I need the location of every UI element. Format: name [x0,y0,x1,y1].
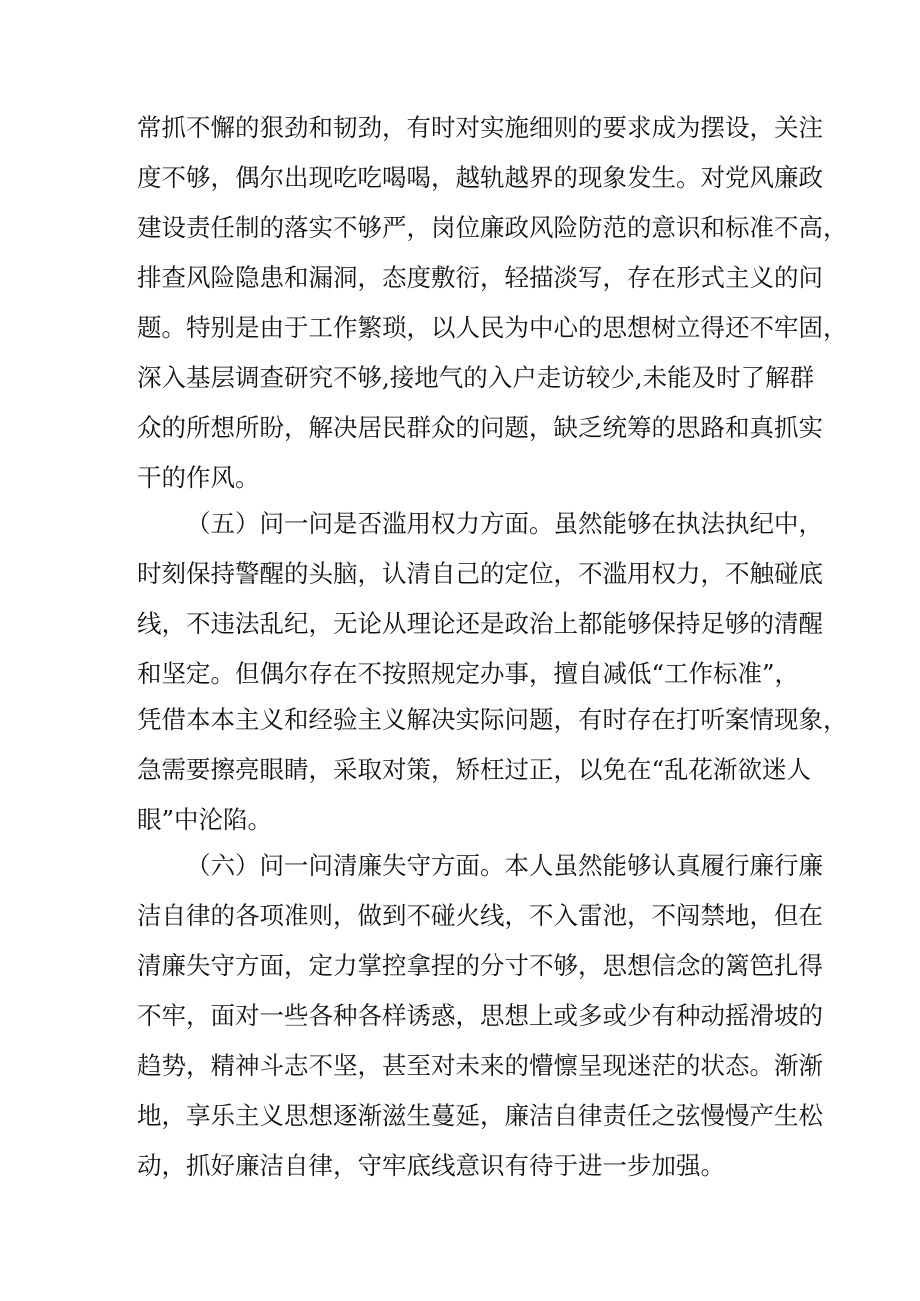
text-line: 排查风险隐患和漏洞，态度敷衍，轻描淡写，存在形式主义的问 [137,263,823,292]
text-line: 建设责任制的落实不够严，岗位廉政风险防范的意识和标准不高， [137,213,848,242]
text-line: 凭借本本主义和经验主义解决实际问题，有时存在打听案情现象， [137,705,848,734]
text-line: 度不够，偶尔出现吃吃喝喝，越轨越界的现象发生。对党风廉政 [137,163,823,192]
text-line: 动，抓好廉洁自律，守牢底线意识有待于进一步加强。 [137,1151,725,1180]
text-line: 线，不违法乱纪，无论从理论还是政治上都能够保持足够的清醒 [137,609,823,638]
text-line: 急需要擦亮眼睛，采取对策，矫枉过正，以免在“乱花渐欲迷人 [137,755,812,784]
text-line: 清廉失守方面，定力掌控拿捏的分寸不够，思想信念的篱笆扎得 [137,951,823,980]
text-line: 时刻保持警醒的头脑，认清自己的定位，不滥用权力，不触碰底 [137,559,823,588]
text-line: 干的作风。 [137,463,260,492]
section-heading-line: （五）问一问是否滥用权力方面。虽然能够在执法执纪中， [186,509,823,538]
text-line: 常抓不懈的狠劲和韧劲，有时对实施细则的要求成为摆设，关注 [137,113,823,142]
text-line: 趋势，精神斗志不坚，甚至对未来的懵懔呈现迷茫的状态。渐渐 [137,1051,823,1080]
text-line: 众的所想所盼，解决居民群众的问题，缺乏统筹的思路和真抓实 [137,413,823,442]
text-line: 深入基层调查研究不够,接地气的入户走访较少,未能及时了解群 [137,363,815,392]
text-line: 题。特别是由于工作繁琐，以人民为中心的思想树立得还不牢固， [137,313,848,342]
text-line: 和坚定。但偶尔存在不按照规定办事，擅自减低“工作标准”， [137,659,800,688]
section-heading-line: （六）问一问清廉失守方面。本人虽然能够认真履行廉行廉 [186,851,823,880]
text-line: 不牢，面对一些各种各样诱惑，思想上或多或少有种动摇滑坡的 [137,1001,823,1030]
text-line: 地，享乐主义思想逐渐滋生蔓延，廉洁自律责任之弦慢慢产生松 [137,1101,823,1130]
text-line: 眼”中沦陷。 [137,805,273,834]
text-line: 洁自律的各项准则，做到不碰火线，不入雷池，不闯禁地，但在 [137,901,823,930]
